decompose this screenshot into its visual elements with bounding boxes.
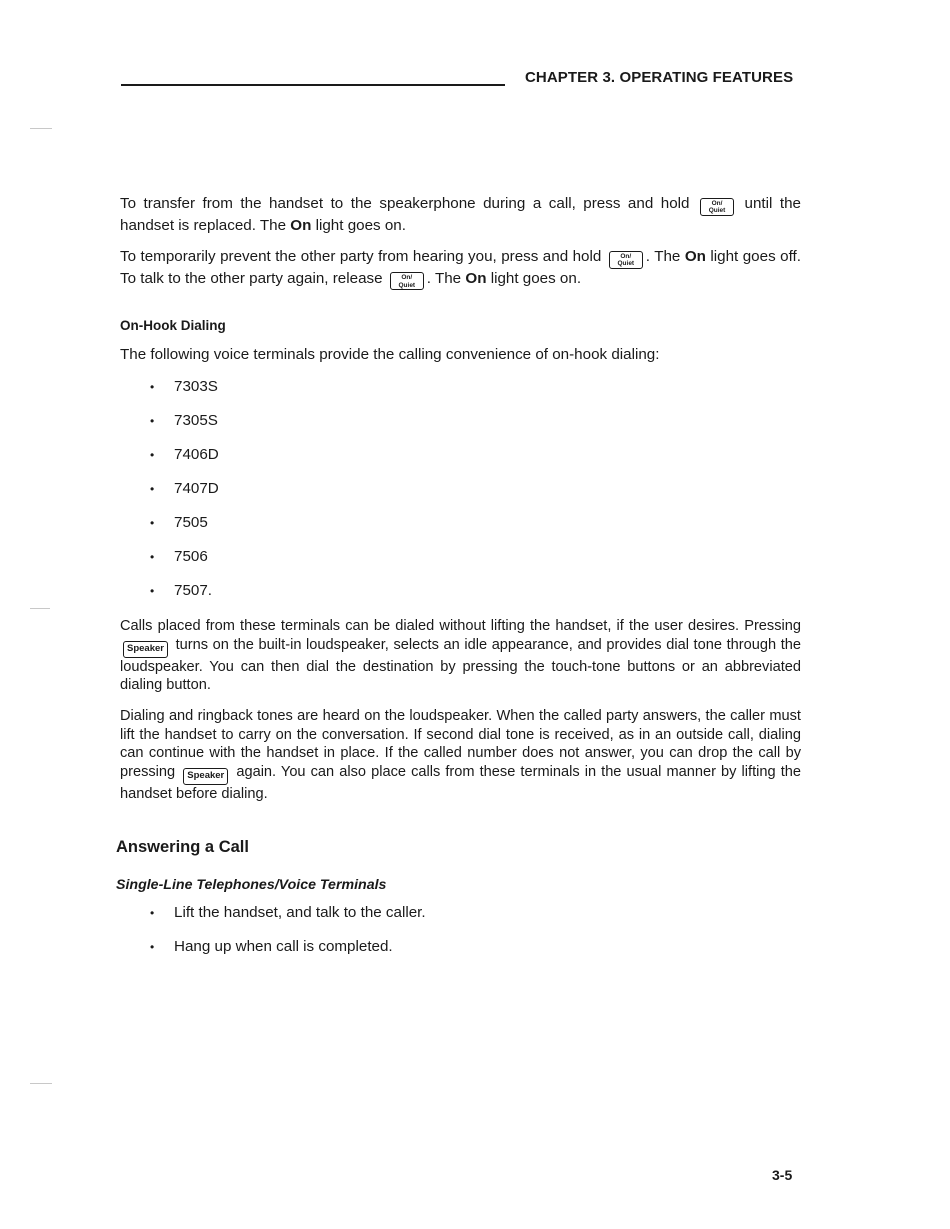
- mute-paragraph: [120, 247, 801, 290]
- bullet-icon: •: [150, 906, 155, 920]
- scan-mark: [30, 608, 50, 609]
- list-item: • 7407D: [150, 480, 219, 497]
- paragraph-text: To temporarily prevent the other party from hearing you, press and hold: [120, 248, 602, 265]
- bullet-icon: •: [150, 516, 155, 530]
- list-item: • Lift the handset, and talk to the caller.: [150, 904, 426, 921]
- bullet-icon: •: [150, 482, 155, 496]
- paragraph-text: light goes on.: [490, 269, 582, 287]
- on-hook-intro: The following voice terminals provide the calling convenience of on-hook dialing:: [120, 346, 660, 363]
- paragraph-text: Calls placed from these terminals can be dialed without lifting the handset, if the user desires. Pressing: [120, 618, 801, 634]
- single-line-subheading: Single-Line Telephones/Voice Terminals: [116, 877, 387, 893]
- list-item: • 7303S: [150, 378, 218, 395]
- on-light-label: On: [465, 269, 487, 287]
- speaker-key: Speaker: [123, 641, 168, 658]
- on-quiet-key: On/ Quiet: [609, 251, 643, 269]
- list-item: • 7406D: [150, 446, 219, 463]
- on-light-label: On: [684, 248, 706, 265]
- answering-heading: Answering a Call: [116, 838, 249, 856]
- on-hook-description: [120, 617, 801, 695]
- bullet-icon: •: [150, 414, 155, 428]
- transfer-paragraph: [120, 194, 801, 235]
- list-item: • 7506: [150, 548, 208, 565]
- list-item: • 7305S: [150, 412, 218, 429]
- bullet-icon: •: [150, 380, 155, 394]
- list-item: • 7507.: [150, 582, 213, 599]
- paragraph-text: light goes on.: [315, 216, 406, 234]
- on-hook-dialing-heading: On-Hook Dialing: [120, 318, 226, 333]
- list-item: • Hang up when call is completed.: [150, 938, 393, 955]
- on-quiet-key: On/ Quiet: [390, 272, 424, 290]
- paragraph-text: turns on the built-in loudspeaker, selects an idle appearance, and provides dial tone through the loudspeaker. You can then dial the destination by pressing the touch-tone buttons or an abbreviated dialing button.: [120, 636, 801, 693]
- paragraph-text: until the handset is replaced. The: [120, 195, 801, 234]
- ringback-paragraph: [120, 707, 801, 803]
- scan-mark: [30, 1083, 52, 1084]
- on-light-label: On: [290, 216, 312, 234]
- scan-mark: [30, 128, 52, 129]
- paragraph-text: Dialing and ringback tones are heard on the loudspeaker. When the called party answers, the caller must lift the handset to carry on the conversation. If second dial tone is received, as in an outside call, dialing can continue with the handset in place. If the called number does not answer, you can drop the call by pressing: [120, 708, 801, 780]
- bullet-icon: •: [150, 448, 155, 462]
- paragraph-text: again. You can also place calls from these terminals in the usual manner by lifting the handset before dialing.: [120, 763, 801, 802]
- on-quiet-key: On/ Quiet: [700, 198, 734, 216]
- paragraph-text: . The: [426, 269, 462, 287]
- paragraph-text: . The: [645, 248, 681, 265]
- speaker-key: Speaker: [183, 768, 228, 785]
- chapter-title: CHAPTER 3. OPERATING FEATURES: [525, 69, 794, 86]
- page-number: 3-5: [772, 1167, 793, 1183]
- paragraph-text: light goes off. To talk to the other party again, release: [120, 248, 801, 287]
- bullet-icon: •: [150, 584, 155, 598]
- header-rule: [121, 84, 505, 86]
- list-item: • 7505: [150, 514, 208, 531]
- bullet-icon: •: [150, 550, 155, 564]
- paragraph-text: To transfer from the handset to the speakerphone during a call, press and hold: [120, 195, 690, 212]
- bullet-icon: •: [150, 940, 155, 954]
